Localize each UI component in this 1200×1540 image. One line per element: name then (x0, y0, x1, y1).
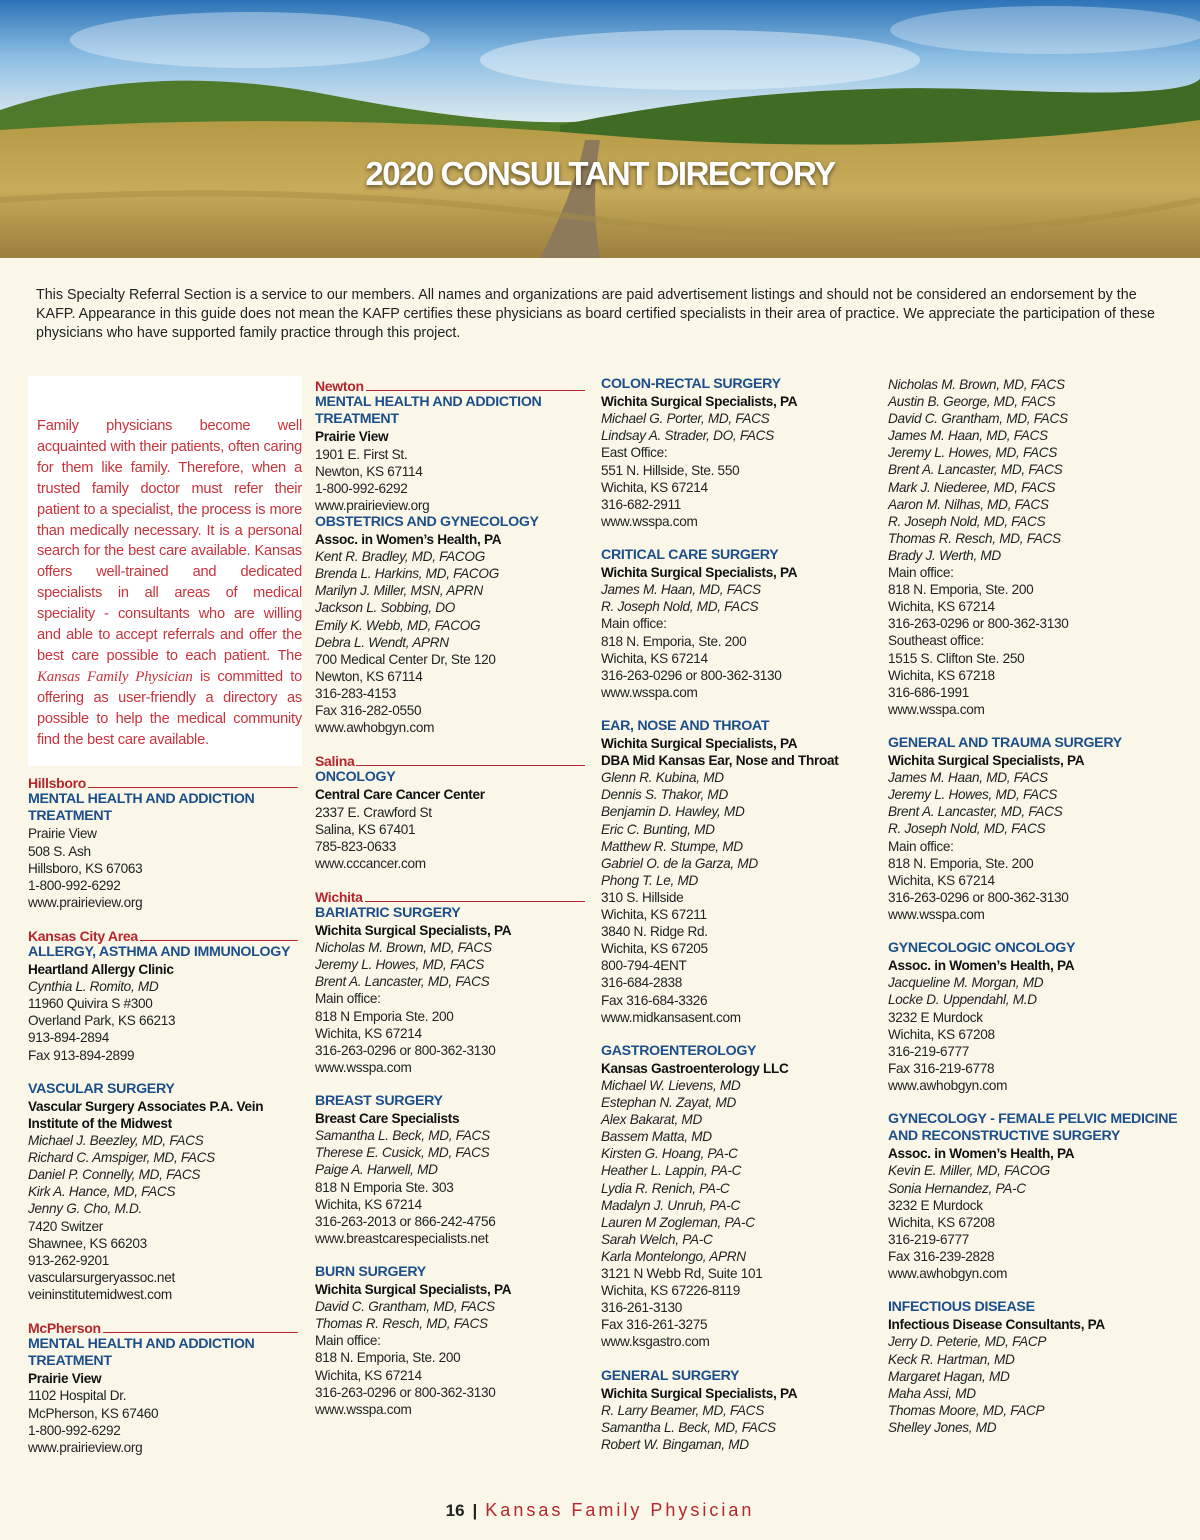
contact-line: Wichita, KS 67226-8119 (601, 1283, 740, 1299)
physician-name: James M. Haan, MD, FACS (888, 428, 1048, 444)
physician-name: Keck R. Hartman, MD (888, 1351, 1015, 1367)
organization-name: Wichita Surgical Specialists, PA (601, 394, 798, 410)
directory-section (888, 735, 1188, 923)
physician-name: James M. Haan, MD, FACS (601, 582, 761, 598)
contact-line: Newton, KS 67114 (315, 463, 423, 479)
location-heading (315, 753, 585, 769)
intro-paragraph: This Specialty Referral Section is a service to our members. All names and organizations are paid advertisement listings and should not be considered an endorsement by the KAFP. Appearance in this guide does not mean the KAFP certifies these physicians as board certified specialists in their area of practice. We appreciate the participation of these physicians who have supported family practice through this project. (36, 287, 1155, 341)
directory-section (888, 376, 1188, 718)
contact-line: www.cccancer.com (315, 855, 426, 871)
location-name: Kansas City Area (28, 927, 138, 944)
directory-section (28, 1320, 298, 1456)
physician-name: Richard C. Amspiger, MD, FACS (28, 1150, 215, 1166)
physician-name: Glenn R. Kubina, MD (601, 770, 724, 786)
organization-name: Wichita Surgical Specialists, PA (601, 565, 798, 581)
contact-line: 1102 Hospital Dr. (28, 1388, 127, 1404)
physician-name: Benjamin D. Hawley, MD (601, 804, 745, 820)
physician-name: Lauren M Zogleman, PA-C (601, 1214, 755, 1230)
specialty-heading: BARIATRIC SURGERY (315, 904, 461, 921)
physician-name: R. Joseph Nold, MD, FACS (601, 599, 759, 615)
contact-line: www.wsspa.com (888, 906, 985, 922)
organization-name: Breast Care Specialists (315, 1111, 460, 1127)
contact-line: 913-894-2894 (28, 1030, 110, 1046)
physician-name: Brent A. Lancaster, MD, FACS (315, 974, 490, 990)
contact-line: 913-262-9201 (28, 1252, 110, 1268)
organization-name: Central Care Cancer Center (315, 787, 485, 803)
physician-name: Margaret Hagan, MD (888, 1368, 1010, 1384)
contact-line: Wichita, KS 67208 (888, 1214, 995, 1230)
specialty-heading: MENTAL HEALTH AND ADDICTION TREATMENT (28, 791, 255, 825)
contact-line: 3232 E Murdock (888, 1197, 983, 1213)
contact-line: Wichita, KS 67214 (888, 872, 995, 888)
organization-name: Kansas Gastroenterology LLC (601, 1060, 789, 1076)
contact-line: 818 N Emporia Ste. 303 (315, 1179, 454, 1195)
physician-name: Nicholas M. Brown, MD, FACS (315, 940, 492, 956)
physician-name: Emily K. Webb, MD, FACOG (315, 617, 481, 633)
contact-line: Main office: (315, 991, 381, 1007)
contact-line: 316-261-3130 (601, 1300, 683, 1316)
physician-name: Jenny G. Cho, M.D. (28, 1201, 142, 1217)
contact-line: www.awhobgyn.com (888, 1266, 1008, 1282)
location-heading (28, 775, 298, 791)
physician-name: Phong T. Le, MD (601, 872, 699, 888)
physician-name: Therese E. Cusick, MD, FACS (315, 1145, 490, 1161)
contact-line: vascularsurgeryassoc.net (28, 1269, 175, 1285)
physician-name: David C. Grantham, MD, FACS (888, 411, 1068, 427)
directory-section (888, 940, 1188, 1094)
specialty-heading: OBSTETRICS AND GYNECOLOGY (315, 513, 539, 530)
organization-name: Wichita Surgical Specialists, PA (888, 753, 1085, 769)
specialty-heading: GENERAL AND TRAUMA SURGERY (888, 734, 1122, 751)
directory-section (601, 1043, 871, 1351)
specialty-heading: GENERAL SURGERY (601, 1367, 740, 1384)
location-name: Salina (315, 753, 355, 770)
physician-name: Brent A. Lancaster, MD, FACS (888, 804, 1063, 820)
physician-name: Kirk A. Hance, MD, FACS (28, 1184, 176, 1200)
banner-image (0, 0, 1200, 258)
contact-line: 310 S. Hillside (601, 889, 684, 905)
specialty-heading: COLON-RECTAL SURGERY (601, 376, 781, 392)
physician-name: Eric C. Bunting, MD (601, 821, 715, 837)
organization-name: Vascular Surgery Associates P.A. Vein Institute of the Midwest (28, 1098, 264, 1131)
organization-name: Wichita Surgical Specialists, PA (315, 1282, 512, 1298)
contact-line: 1-800-992-6292 (315, 480, 408, 496)
directory-section (601, 376, 871, 530)
quote-text-part: Family physicians become well acquainted with their patients, often caring for them like family. Therefore, when a trusted family doctor must refer their patient to a specialist, the process is more than medically necessary. It is a personal search for the best care available. Kansas offers well-trained and dedicated specialists in all areas of medical speciality - consultants who are willing and able to accept referrals and offer the best care possible to each patient. The (37, 418, 302, 664)
physician-name: Shelley Jones, MD (888, 1419, 997, 1435)
directory-section (888, 1299, 1188, 1436)
location-name: Wichita (315, 888, 363, 905)
contact-line: 818 N. Emporia, Ste. 200 (888, 855, 1034, 871)
page-number: 16 (445, 1501, 465, 1520)
contact-line: www.prairieview.org (28, 894, 143, 910)
specialty-heading: GASTROENTEROLOGY (601, 1042, 757, 1059)
contact-line: 551 N. Hillside, Ste. 550 (601, 462, 740, 478)
contact-line: 316-263-0296 or 800-362-3130 (888, 889, 1069, 905)
directory-section (28, 1081, 298, 1303)
contact-line: 316-263-2013 or 866-242-4756 (315, 1213, 496, 1229)
location-rule (356, 765, 585, 766)
contact-line: www.wsspa.com (315, 1401, 412, 1417)
physician-name: Jeremy L. Howes, MD, FACS (888, 787, 1057, 803)
contact-line: Prairie View (28, 826, 97, 842)
directory-column-1 (28, 376, 302, 1473)
contact-line: 3121 N Webb Rd, Suite 101 (601, 1266, 763, 1282)
organization-name: Assoc. in Women’s Health, PA (888, 1146, 1075, 1162)
contact-line: McPherson, KS 67460 (28, 1405, 159, 1421)
directory-section (888, 1111, 1188, 1282)
physician-name: Brent A. Lancaster, MD, FACS (888, 462, 1063, 478)
specialty-heading: GYNECOLOGY - FEMALE PELVIC MEDICINE AND RECONSTRUCTIVE SURGERY (888, 1110, 1178, 1145)
contact-line: Wichita, KS 67205 (601, 941, 708, 957)
directory-section (601, 1368, 871, 1454)
contact-line: 316-263-0296 or 800-362-3130 (315, 1042, 496, 1058)
contact-line: www.awhobgyn.com (888, 1077, 1008, 1093)
contact-line: Wichita, KS 67214 (601, 479, 708, 495)
physician-name: Karla Montelongo, APRN (601, 1248, 746, 1264)
physician-name: Sonia Hernandez, PA-C (888, 1180, 1026, 1196)
location-rule (140, 940, 298, 941)
physician-name: Sarah Welch, PA-C (601, 1231, 713, 1247)
contact-line: www.prairieview.org (315, 497, 430, 513)
physician-name: Maha Assi, MD (888, 1385, 976, 1401)
physician-name: Dennis S. Thakor, MD (601, 787, 728, 803)
contact-line: 818 N. Emporia, Ste. 200 (888, 582, 1034, 598)
specialty-heading: INFECTIOUS DISEASE (888, 1299, 1035, 1316)
contact-line: 3840 N. Ridge Rd. (601, 924, 708, 940)
physician-name: R. Larry Beamer, MD, FACS (601, 1402, 764, 1418)
contact-line: 818 N Emporia Ste. 200 (315, 1008, 454, 1024)
directory-section (315, 514, 585, 736)
specialty-heading: ONCOLOGY (315, 769, 396, 786)
physician-name: Brenda L. Harkins, MD, FACOG (315, 566, 499, 582)
location-rule (103, 1332, 298, 1333)
contact-line: 1901 E. First St. (315, 446, 408, 462)
physician-name: Alex Bakarat, MD (601, 1112, 702, 1128)
contact-line: Fax 316-684-3326 (601, 992, 708, 1008)
organization-name: Prairie View (28, 1371, 102, 1387)
magazine-title-italic: Kansas Family Physician (37, 668, 193, 685)
contact-line: www.breastcarespecialists.net (315, 1230, 489, 1246)
specialty-heading: MENTAL HEALTH AND ADDICTION TREATMENT (315, 394, 542, 428)
footer-separator: | (472, 1501, 478, 1520)
contact-line: www.wsspa.com (601, 513, 698, 529)
physician-name: Austin B. George, MD, FACS (888, 394, 1056, 410)
physician-name: Jeremy L. Howes, MD, FACS (315, 957, 484, 973)
contact-line: 3232 E Murdock (888, 1009, 983, 1025)
physician-name: R. Joseph Nold, MD, FACS (888, 513, 1046, 529)
physician-name: Michael J. Beezley, MD, FACS (28, 1133, 204, 1149)
physician-name: Jerry D. Peterie, MD, FACP (888, 1334, 1047, 1350)
contact-line: Fax 316-282-0550 (315, 703, 422, 719)
contact-line: Overland Park, KS 66213 (28, 1013, 176, 1029)
contact-line: 316-219-6777 (888, 1231, 970, 1247)
physician-name: Samantha L. Beck, MD, FACS (601, 1419, 776, 1435)
contact-line: 316-684-2838 (601, 975, 683, 991)
contact-line: 785-823-0633 (315, 838, 397, 854)
contact-line: Main office: (888, 565, 954, 581)
contact-line: Newton, KS 67114 (315, 668, 423, 684)
physician-name: Heather L. Lappin, PA-C (601, 1163, 742, 1179)
quote-text (37, 416, 302, 751)
contact-line: Wichita, KS 67218 (888, 667, 995, 683)
physician-name: James M. Haan, MD, FACS (888, 770, 1048, 786)
contact-line: Main office: (888, 838, 954, 854)
physician-name: Robert W. Bingaman, MD (601, 1436, 749, 1452)
contact-line: 316-263-0296 or 800-362-3130 (315, 1384, 496, 1400)
contact-line: Wichita, KS 67211 (601, 907, 707, 923)
physician-name: Thomas Moore, MD, FACP (888, 1402, 1045, 1418)
directory-section (315, 1264, 585, 1418)
location-rule (88, 787, 298, 788)
organization-name: Wichita Surgical Specialists, PA (601, 736, 798, 752)
contact-line: 818 N. Emporia, Ste. 200 (601, 633, 747, 649)
physician-name: Bassem Matta, MD (601, 1129, 712, 1145)
physician-name: Marilyn J. Miller, MSN, APRN (315, 583, 483, 599)
contact-line: 1-800-992-6292 (28, 1422, 121, 1438)
page-title: 2020 CONSULTANT DIRECTORY (365, 155, 835, 192)
contact-line: www.ksgastro.com (601, 1334, 710, 1350)
contact-line: 316-219-6777 (888, 1043, 970, 1059)
organization-name: Wichita Surgical Specialists, PA (315, 923, 512, 939)
location-rule (366, 390, 585, 391)
contact-line: Hillsboro, KS 67063 (28, 860, 143, 876)
physician-name: David C. Grantham, MD, FACS (315, 1299, 495, 1315)
contact-line: 11960 Quivira S #300 (28, 996, 153, 1012)
physician-name: Cynthia L. Romito, MD (28, 979, 159, 995)
quote-box (28, 376, 302, 766)
contact-line: Southeast office: (888, 633, 984, 649)
physician-name: Michael W. Lievens, MD (601, 1078, 741, 1093)
physician-name: Locke D. Uppendahl, M.D (888, 992, 1037, 1008)
contact-line: Main office: (601, 616, 667, 632)
page-footer (0, 1500, 1200, 1521)
directory-section (315, 753, 585, 872)
magazine-name: Kansas Family Physician (485, 1500, 755, 1520)
physician-name: Jacqueline M. Morgan, MD (888, 975, 1044, 991)
physician-name: Lydia R. Renich, PA-C (601, 1180, 730, 1196)
location-heading (315, 889, 585, 905)
contact-line: 316-283-4153 (315, 685, 397, 701)
directory-column-2 (315, 376, 585, 1435)
organization-name: Wichita Surgical Specialists, PA (601, 1385, 798, 1401)
physician-name: Nicholas M. Brown, MD, FACS (888, 377, 1065, 392)
physician-name: Aaron M. Nilhas, MD, FACS (888, 496, 1049, 512)
contact-line: Wichita, KS 67214 (601, 650, 708, 666)
physician-name: Paige A. Harwell, MD (315, 1162, 438, 1178)
contact-line: 316-263-0296 or 800-362-3130 (601, 667, 782, 683)
organization-name: Infectious Disease Consultants, PA (888, 1317, 1105, 1333)
organization-name: Assoc. in Women’s Health, PA (888, 958, 1075, 974)
directory-section (315, 1093, 585, 1247)
contact-line: Fax 316-261-3275 (601, 1317, 708, 1333)
physician-name: Matthew R. Stumpe, MD (601, 838, 743, 854)
organization-name: Assoc. in Women’s Health, PA (315, 532, 502, 548)
contact-line: Main office: (315, 1333, 381, 1349)
physician-name: Samantha L. Beck, MD, FACS (315, 1128, 490, 1144)
directory-section (28, 775, 298, 911)
location-name: McPherson (28, 1319, 101, 1336)
location-heading (315, 378, 585, 394)
physician-name: Brady J. Werth, MD (888, 547, 1001, 563)
physician-name: Daniel P. Connelly, MD, FACS (28, 1167, 201, 1183)
specialty-heading: EAR, NOSE AND THROAT (601, 717, 770, 734)
contact-line: Salina, KS 67401 (315, 821, 416, 837)
specialty-heading: CRITICAL CARE SURGERY (601, 546, 779, 563)
contact-line: veininstitutemidwest.com (28, 1286, 172, 1302)
directory-section (601, 718, 871, 1026)
physician-name: Debra L. Wendt, APRN (315, 634, 449, 650)
quote-text-part: is committed to offering as user-friendly a directory as possible to help the medical community find the best care available. (37, 668, 302, 748)
contact-line: 1-800-992-6292 (28, 877, 121, 893)
contact-line: www.wsspa.com (888, 701, 985, 717)
physician-name: R. Joseph Nold, MD, FACS (888, 821, 1046, 837)
physician-name: Kevin E. Miller, MD, FACOG (888, 1163, 1050, 1179)
physician-name: Kirsten G. Hoang, PA-C (601, 1146, 738, 1162)
directory-column-3 (601, 376, 871, 1470)
contact-line: www.awhobgyn.com (315, 720, 435, 736)
specialty-heading: BREAST SURGERY (315, 1092, 443, 1109)
physician-name: Jeremy L. Howes, MD, FACS (888, 445, 1057, 461)
specialty-heading: MENTAL HEALTH AND ADDICTION TREATMENT (28, 1335, 255, 1370)
contact-line: 1515 S. Clifton Ste. 250 (888, 650, 1025, 666)
specialty-heading: GYNECOLOGIC ONCOLOGY (888, 940, 1076, 957)
contact-line: Wichita, KS 67214 (315, 1367, 422, 1383)
contact-line: Wichita, KS 67214 (888, 599, 995, 615)
physician-name: Thomas R. Resch, MD, FACS (315, 1316, 488, 1332)
specialty-heading: ALLERGY, ASTHMA AND IMMUNOLOGY (28, 943, 291, 960)
landscape-illustration (0, 0, 1200, 258)
location-heading (28, 1320, 298, 1336)
contact-line: Wichita, KS 67214 (315, 1196, 422, 1212)
organization-name: Prairie View (315, 429, 389, 445)
physician-name: Michael G. Porter, MD, FACS (601, 411, 770, 427)
contact-line: Shawnee, KS 66203 (28, 1235, 147, 1251)
contact-line: www.midkansasent.com (601, 1009, 741, 1025)
contact-line: 2337 E. Crawford St (315, 804, 432, 820)
location-name: Hillsboro (28, 775, 86, 791)
physician-name: Madalyn J. Unruh, PA-C (601, 1197, 740, 1213)
contact-line: www.wsspa.com (601, 684, 698, 700)
contact-line: 316-686-1991 (888, 684, 970, 700)
specialty-heading: VASCULAR SURGERY (28, 1080, 175, 1097)
directory-section (28, 928, 298, 1064)
location-heading (28, 928, 298, 944)
contact-line: 508 S. Ash (28, 843, 91, 859)
directory-section (601, 547, 871, 701)
contact-line: East Office: (601, 445, 668, 461)
contact-line: 700 Medical Center Dr, Ste 120 (315, 651, 496, 667)
physician-name: Lindsay A. Strader, DO, FACS (601, 428, 774, 444)
contact-line: 316-682-2911 (601, 496, 682, 512)
contact-line: Wichita, KS 67208 (888, 1026, 995, 1042)
location-rule (365, 901, 585, 902)
physician-name: Kent R. Bradley, MD, FACOG (315, 549, 485, 565)
specialty-heading: BURN SURGERY (315, 1263, 426, 1280)
organization-name: DBA Mid Kansas Ear, Nose and Throat (601, 753, 839, 769)
contact-line: Wichita, KS 67214 (315, 1025, 422, 1041)
directory-section (315, 889, 585, 1076)
physician-name: Jackson L. Sobbing, DO (315, 600, 455, 616)
contact-line: www.prairieview.org (28, 1439, 143, 1455)
contact-line: 818 N. Emporia, Ste. 200 (315, 1350, 461, 1366)
physician-name: Estephan N. Zayat, MD (601, 1095, 736, 1111)
contact-line: Fax 316-219-6778 (888, 1060, 995, 1076)
contact-line: Fax 316-239-2828 (888, 1248, 995, 1264)
directory-column-4 (888, 376, 1188, 1453)
location-name: Newton (315, 378, 364, 394)
contact-line: 7420 Switzer (28, 1218, 103, 1234)
contact-line: 800-794-4ENT (601, 958, 687, 974)
contact-line: Fax 913-894-2899 (28, 1047, 135, 1063)
organization-name: Heartland Allergy Clinic (28, 962, 174, 978)
physician-name: Mark J. Niederee, MD, FACS (888, 479, 1056, 495)
contact-line: 316-263-0296 or 800-362-3130 (888, 616, 1069, 632)
physician-name: Gabriel O. de la Garza, MD (601, 855, 758, 871)
physician-name: Thomas R. Resch, MD, FACS (888, 530, 1061, 546)
directory-section (315, 378, 585, 514)
contact-line: www.wsspa.com (315, 1059, 412, 1075)
